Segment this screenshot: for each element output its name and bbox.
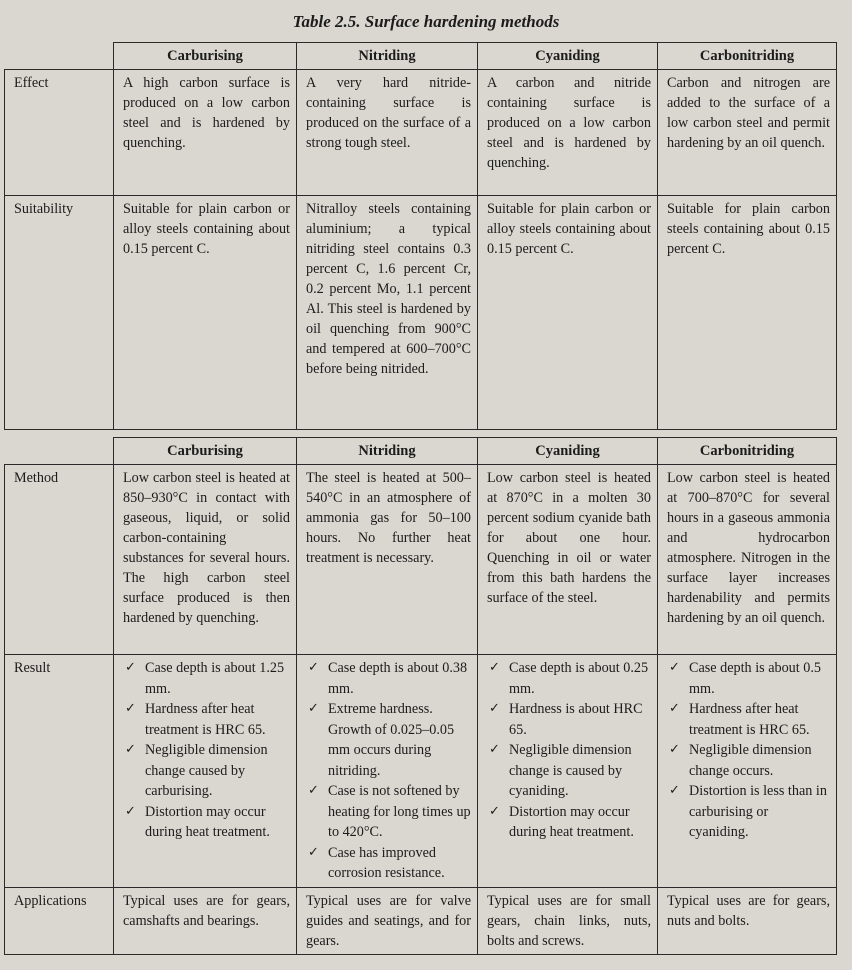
result-item	[487, 699, 651, 740]
result-item	[667, 699, 830, 740]
result-text: Distortion is less than in carburising or cyaniding.	[689, 783, 827, 840]
table-cell: Typical uses are for gears, nuts and bolts.	[658, 887, 837, 954]
result-item	[487, 740, 651, 802]
checkmark-icon: ✓	[125, 803, 136, 819]
result-item	[306, 699, 471, 781]
table-cell: Typical uses are for valve guides and seatings, and for gears.	[297, 887, 478, 954]
result-cell	[297, 655, 478, 888]
checkmark-icon: ✓	[308, 783, 319, 798]
checkmark-icon: ✓	[125, 701, 136, 716]
result-item	[667, 658, 830, 699]
table-cell: Suitable for plain carbon or alloy steels containing about 0.15 percent C.	[114, 196, 297, 430]
result-text: Case depth is about 0.38 mm.	[328, 660, 468, 697]
checkmark-icon: ✓	[669, 742, 680, 757]
row-label-method: Method	[5, 465, 114, 655]
result-list	[487, 658, 651, 843]
result-item	[306, 843, 471, 884]
result-item	[487, 658, 651, 699]
result-item	[123, 802, 290, 843]
result-text: Hardness after heat treatment is HRC 65.	[145, 701, 266, 738]
result-item	[123, 699, 290, 740]
corner-cell	[5, 438, 114, 465]
table-cell: Nitralloy steels containing aluminium; a typical nitriding steel contains 0.3 percent C, 1.6 percent Cr, 0.2 percent Mo, 1.1 percent Al. This steel is hardened by oil quenching from 900°C and tempered at 600–700°C before being nitrided.	[297, 196, 478, 430]
checkmark-icon: ✓	[308, 701, 319, 716]
checkmark-icon: ✓	[489, 803, 500, 819]
result-item	[306, 658, 471, 699]
column-header: Cyaniding	[478, 43, 658, 70]
result-text: Hardness after heat treatment is HRC 65.	[689, 701, 810, 738]
surface-hardening-table-part2	[4, 437, 837, 955]
checkmark-icon: ✓	[489, 701, 500, 716]
table-cell: The steel is heated at 500–540°C in an atmosphere of ammonia gas for 50–100 hours. No further heat treatment is necessary.	[297, 465, 478, 655]
result-list	[123, 658, 290, 843]
checkmark-icon: ✓	[308, 660, 319, 675]
table-cell: Suitable for plain carbon steels containing about 0.15 percent C.	[658, 196, 837, 430]
column-header: Carburising	[114, 438, 297, 465]
result-item	[123, 740, 290, 802]
column-header: Cyaniding	[478, 438, 658, 465]
result-item	[306, 781, 471, 843]
checkmark-icon: ✓	[125, 660, 136, 675]
result-text: Negligible dimension change occurs.	[689, 742, 812, 779]
checkmark-icon: ✓	[125, 742, 136, 757]
result-cell	[658, 655, 837, 888]
table-cell: A carbon and nitride containing surface is produced on a low carbon steel and is hardened by quenching.	[478, 70, 658, 196]
result-item	[487, 802, 651, 843]
surface-hardening-table-part1	[4, 42, 837, 430]
table-cell: Low carbon steel is heated at 700–870°C for several hours in a gaseous ammonia and hydrocarbon atmosphere. Nitrogen in the surface layer increases hardenability and permits hardening by an oil quench.	[658, 465, 837, 655]
result-item	[667, 740, 830, 781]
result-list	[667, 658, 830, 843]
result-text: Case is not softened by heating for long times up to 420°C.	[328, 783, 471, 840]
result-item	[123, 658, 290, 699]
result-text: Case depth is about 0.5 mm.	[689, 660, 822, 697]
result-text: Negligible dimension change caused by carburising.	[145, 742, 268, 799]
checkmark-icon: ✓	[308, 844, 319, 860]
table-cell: Suitable for plain carbon or alloy steels containing about 0.15 percent C.	[478, 196, 658, 430]
table-cell: Low carbon steel is heated at 850–930°C in contact with gaseous, liquid, or solid carbon-containing substances for several hours. The high carbon steel surface produced is then hardened by quenching.	[114, 465, 297, 655]
row-label-effect: Effect	[5, 70, 114, 196]
checkmark-icon: ✓	[489, 660, 500, 675]
checkmark-icon: ✓	[489, 742, 500, 757]
column-header: Nitriding	[297, 438, 478, 465]
result-text: Hardness is about HRC 65.	[509, 701, 643, 738]
table-caption: Table 2.5. Surface hardening methods	[292, 12, 560, 31]
result-text: Case depth is about 1.25 mm.	[145, 660, 285, 697]
result-text: Case depth is about 0.25 mm.	[509, 660, 649, 697]
result-item	[667, 781, 830, 843]
checkmark-icon: ✓	[669, 783, 680, 798]
table-cell: Carbon and nitrogen are added to the surface of a low carbon steel and permit hardening by an oil quench.	[658, 70, 837, 196]
table-cell: A very hard nitride-containing surface is produced on the surface of a strong tough steel.	[297, 70, 478, 196]
table-cell: A high carbon surface is produced on a low carbon steel and is hardened by quenching.	[114, 70, 297, 196]
column-header: Carburising	[114, 43, 297, 70]
table-cell: Low carbon steel is heated at 870°C in a molten 30 percent sodium cyanide bath for about one hour. Quenching in oil or water from this bath hardens the surface of the steel.	[478, 465, 658, 655]
result-cell	[478, 655, 658, 888]
row-label-result: Result	[5, 655, 114, 888]
result-text: Distortion may occur during heat treatment.	[145, 803, 270, 840]
column-header: Nitriding	[297, 43, 478, 70]
result-text: Case has improved corrosion resistance.	[328, 844, 445, 881]
result-list	[306, 658, 471, 884]
row-label-suitability: Suitability	[5, 196, 114, 430]
column-header: Carbonitriding	[658, 438, 837, 465]
result-text: Negligible dimension change is caused by cyaniding.	[509, 742, 632, 799]
result-text: Distortion may occur during heat treatment.	[509, 803, 634, 840]
result-text: Extreme hardness. Growth of 0.025–0.05 mm occurs during nitriding.	[328, 701, 455, 779]
corner-cell	[5, 43, 114, 70]
result-cell	[114, 655, 297, 888]
table-cell: Typical uses are for small gears, chain links, nuts, bolts and screws.	[478, 887, 658, 954]
checkmark-icon: ✓	[669, 660, 680, 675]
row-label-applications: Applications	[5, 887, 114, 954]
column-header: Carbonitriding	[658, 43, 837, 70]
table-cell: Typical uses are for gears, camshafts and bearings.	[114, 887, 297, 954]
checkmark-icon: ✓	[669, 701, 680, 716]
